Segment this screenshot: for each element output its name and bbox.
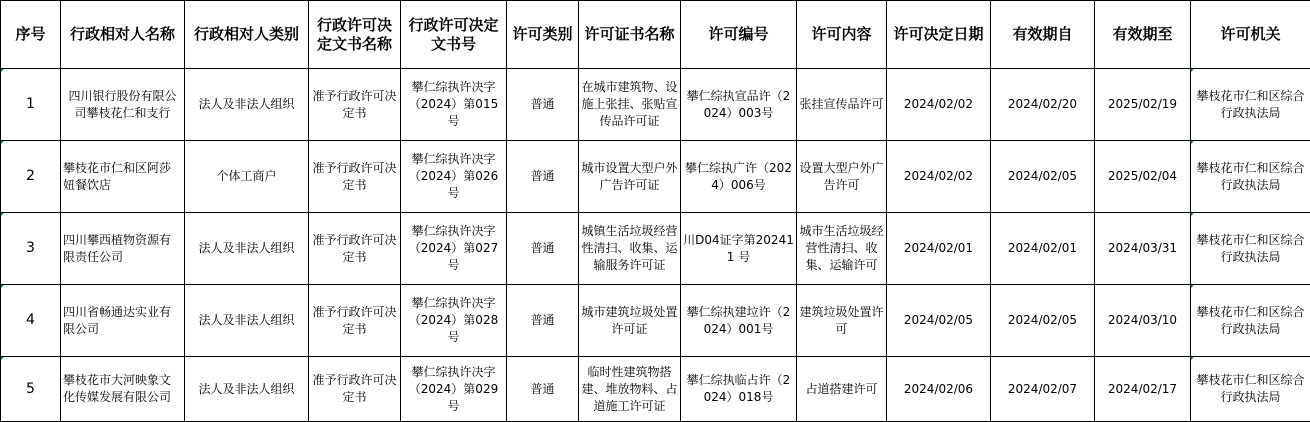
cell-doc-no: 攀仁综执许决字（2024）第029号 bbox=[401, 357, 507, 422]
header-category: 行政相对人类别 bbox=[185, 1, 309, 69]
cell-doc-name: 准予行政许可决定书 bbox=[309, 69, 401, 141]
table-row bbox=[1, 69, 1310, 141]
table-row bbox=[1, 357, 1310, 422]
cell-authority: 攀枝花市仁和区综合行政执法局 bbox=[1191, 69, 1310, 141]
header-permit-no: 许可编号 bbox=[681, 1, 797, 69]
header-name: 行政相对人名称 bbox=[61, 1, 185, 69]
cell-authority: 攀枝花市仁和区综合行政执法局 bbox=[1191, 141, 1310, 213]
cell-decision-date: 2024/02/05 bbox=[887, 285, 991, 357]
cell-valid-to: 2024/02/17 bbox=[1095, 357, 1191, 422]
cell-permit-type: 普通 bbox=[507, 285, 579, 357]
header-valid-to: 有效期至 bbox=[1095, 1, 1191, 69]
cell-no: 4 bbox=[1, 285, 61, 357]
cell-content: 张挂宣传品许可 bbox=[797, 69, 887, 141]
cell-category: 法人及非法人组织 bbox=[185, 357, 309, 422]
table-row bbox=[1, 141, 1310, 213]
cell-valid-from: 2024/02/07 bbox=[991, 357, 1095, 422]
cell-doc-no: 攀仁综执许决字（2024）第026号 bbox=[401, 141, 507, 213]
cell-authority: 攀枝花市仁和区综合行政执法局 bbox=[1191, 213, 1310, 285]
cell-doc-name: 准予行政许可决定书 bbox=[309, 141, 401, 213]
cell-permit-type: 普通 bbox=[507, 213, 579, 285]
cell-permit-type: 普通 bbox=[507, 357, 579, 422]
cell-content: 设置大型户外广告许可 bbox=[797, 141, 887, 213]
cell-category: 个体工商户 bbox=[185, 141, 309, 213]
header-content: 许可内容 bbox=[797, 1, 887, 69]
cell-valid-from: 2024/02/01 bbox=[991, 213, 1095, 285]
cell-decision-date: 2024/02/02 bbox=[887, 141, 991, 213]
cell-permit-no: 攀仁综执宣品许（2024）003号 bbox=[681, 69, 797, 141]
cell-cert-name: 在城市建筑物、设施上张挂、张贴宣传品许可证 bbox=[579, 69, 681, 141]
cell-name: 四川省畅通达实业有限公司 bbox=[61, 285, 185, 357]
cell-permit-no: 攀仁综执临占许（2024）018号 bbox=[681, 357, 797, 422]
header-row bbox=[1, 1, 1310, 69]
cell-decision-date: 2024/02/06 bbox=[887, 357, 991, 422]
header-cert-name: 许可证书名称 bbox=[579, 1, 681, 69]
cell-category: 法人及非法人组织 bbox=[185, 285, 309, 357]
cell-permit-no: 攀仁综执建垃许（2024）001号 bbox=[681, 285, 797, 357]
cell-no: 5 bbox=[1, 357, 61, 422]
cell-category: 法人及非法人组织 bbox=[185, 69, 309, 141]
cell-category: 法人及非法人组织 bbox=[185, 213, 309, 285]
cell-authority: 攀枝花市仁和区综合行政执法局 bbox=[1191, 357, 1310, 422]
cell-decision-date: 2024/02/01 bbox=[887, 213, 991, 285]
cell-cert-name: 城市设置大型户外广告许可证 bbox=[579, 141, 681, 213]
cell-name: 四川银行股份有限公司攀枝花仁和支行 bbox=[61, 69, 185, 141]
cell-doc-name: 准予行政许可决定书 bbox=[309, 285, 401, 357]
cell-valid-to: 2025/02/19 bbox=[1095, 69, 1191, 141]
header-valid-from: 有效期自 bbox=[991, 1, 1095, 69]
cell-doc-no: 攀仁综执许决字（2024）第027号 bbox=[401, 213, 507, 285]
cell-cert-name: 临时性建筑物搭建、堆放物料、占道施工许可证 bbox=[579, 357, 681, 422]
cell-valid-to: 2024/03/10 bbox=[1095, 285, 1191, 357]
cell-no: 3 bbox=[1, 213, 61, 285]
header-no: 序号 bbox=[1, 1, 61, 69]
header-authority: 许可机关 bbox=[1191, 1, 1310, 69]
header-doc-name: 行政许可决定文书名称 bbox=[309, 1, 401, 69]
cell-content: 建筑垃圾处置许可 bbox=[797, 285, 887, 357]
cell-valid-to: 2024/03/31 bbox=[1095, 213, 1191, 285]
cell-name: 四川攀西植物资源有限责任公司 bbox=[61, 213, 185, 285]
cell-valid-from: 2024/02/05 bbox=[991, 285, 1095, 357]
cell-permit-no: 攀仁综执广许（2024）006号 bbox=[681, 141, 797, 213]
cell-valid-from: 2024/02/20 bbox=[991, 69, 1095, 141]
cell-doc-name: 准予行政许可决定书 bbox=[309, 357, 401, 422]
cell-authority: 攀枝花市仁和区综合行政执法局 bbox=[1191, 285, 1310, 357]
cell-no: 2 bbox=[1, 141, 61, 213]
header-decision-date: 许可决定日期 bbox=[887, 1, 991, 69]
header-permit-type: 许可类别 bbox=[507, 1, 579, 69]
table-row bbox=[1, 285, 1310, 357]
cell-name: 攀枝花市仁和区阿莎妞餐饮店 bbox=[61, 141, 185, 213]
cell-no: 1 bbox=[1, 69, 61, 141]
table-row bbox=[1, 213, 1310, 285]
cell-content: 城市生活垃圾经营性清扫、收集、运输许可 bbox=[797, 213, 887, 285]
cell-doc-no: 攀仁综执许决字（2024）第015号 bbox=[401, 69, 507, 141]
cell-permit-type: 普通 bbox=[507, 69, 579, 141]
cell-content: 占道搭建许可 bbox=[797, 357, 887, 422]
cell-cert-name: 城镇生活垃圾经营性清扫、收集、运输服务许可证 bbox=[579, 213, 681, 285]
header-doc-no: 行政许可决定文书号 bbox=[401, 1, 507, 69]
cell-valid-to: 2025/02/04 bbox=[1095, 141, 1191, 213]
cell-permit-no: 川D04证字第20241 1 号 bbox=[681, 213, 797, 285]
cell-doc-no: 攀仁综执许决字（2024）第028号 bbox=[401, 285, 507, 357]
cell-cert-name: 城市建筑垃圾处置许可证 bbox=[579, 285, 681, 357]
cell-doc-name: 准予行政许可决定书 bbox=[309, 213, 401, 285]
cell-decision-date: 2024/02/02 bbox=[887, 69, 991, 141]
cell-valid-from: 2024/02/05 bbox=[991, 141, 1095, 213]
cell-name: 攀枝花市大河映象文化传媒发展有限公司 bbox=[61, 357, 185, 422]
cell-permit-type: 普通 bbox=[507, 141, 579, 213]
